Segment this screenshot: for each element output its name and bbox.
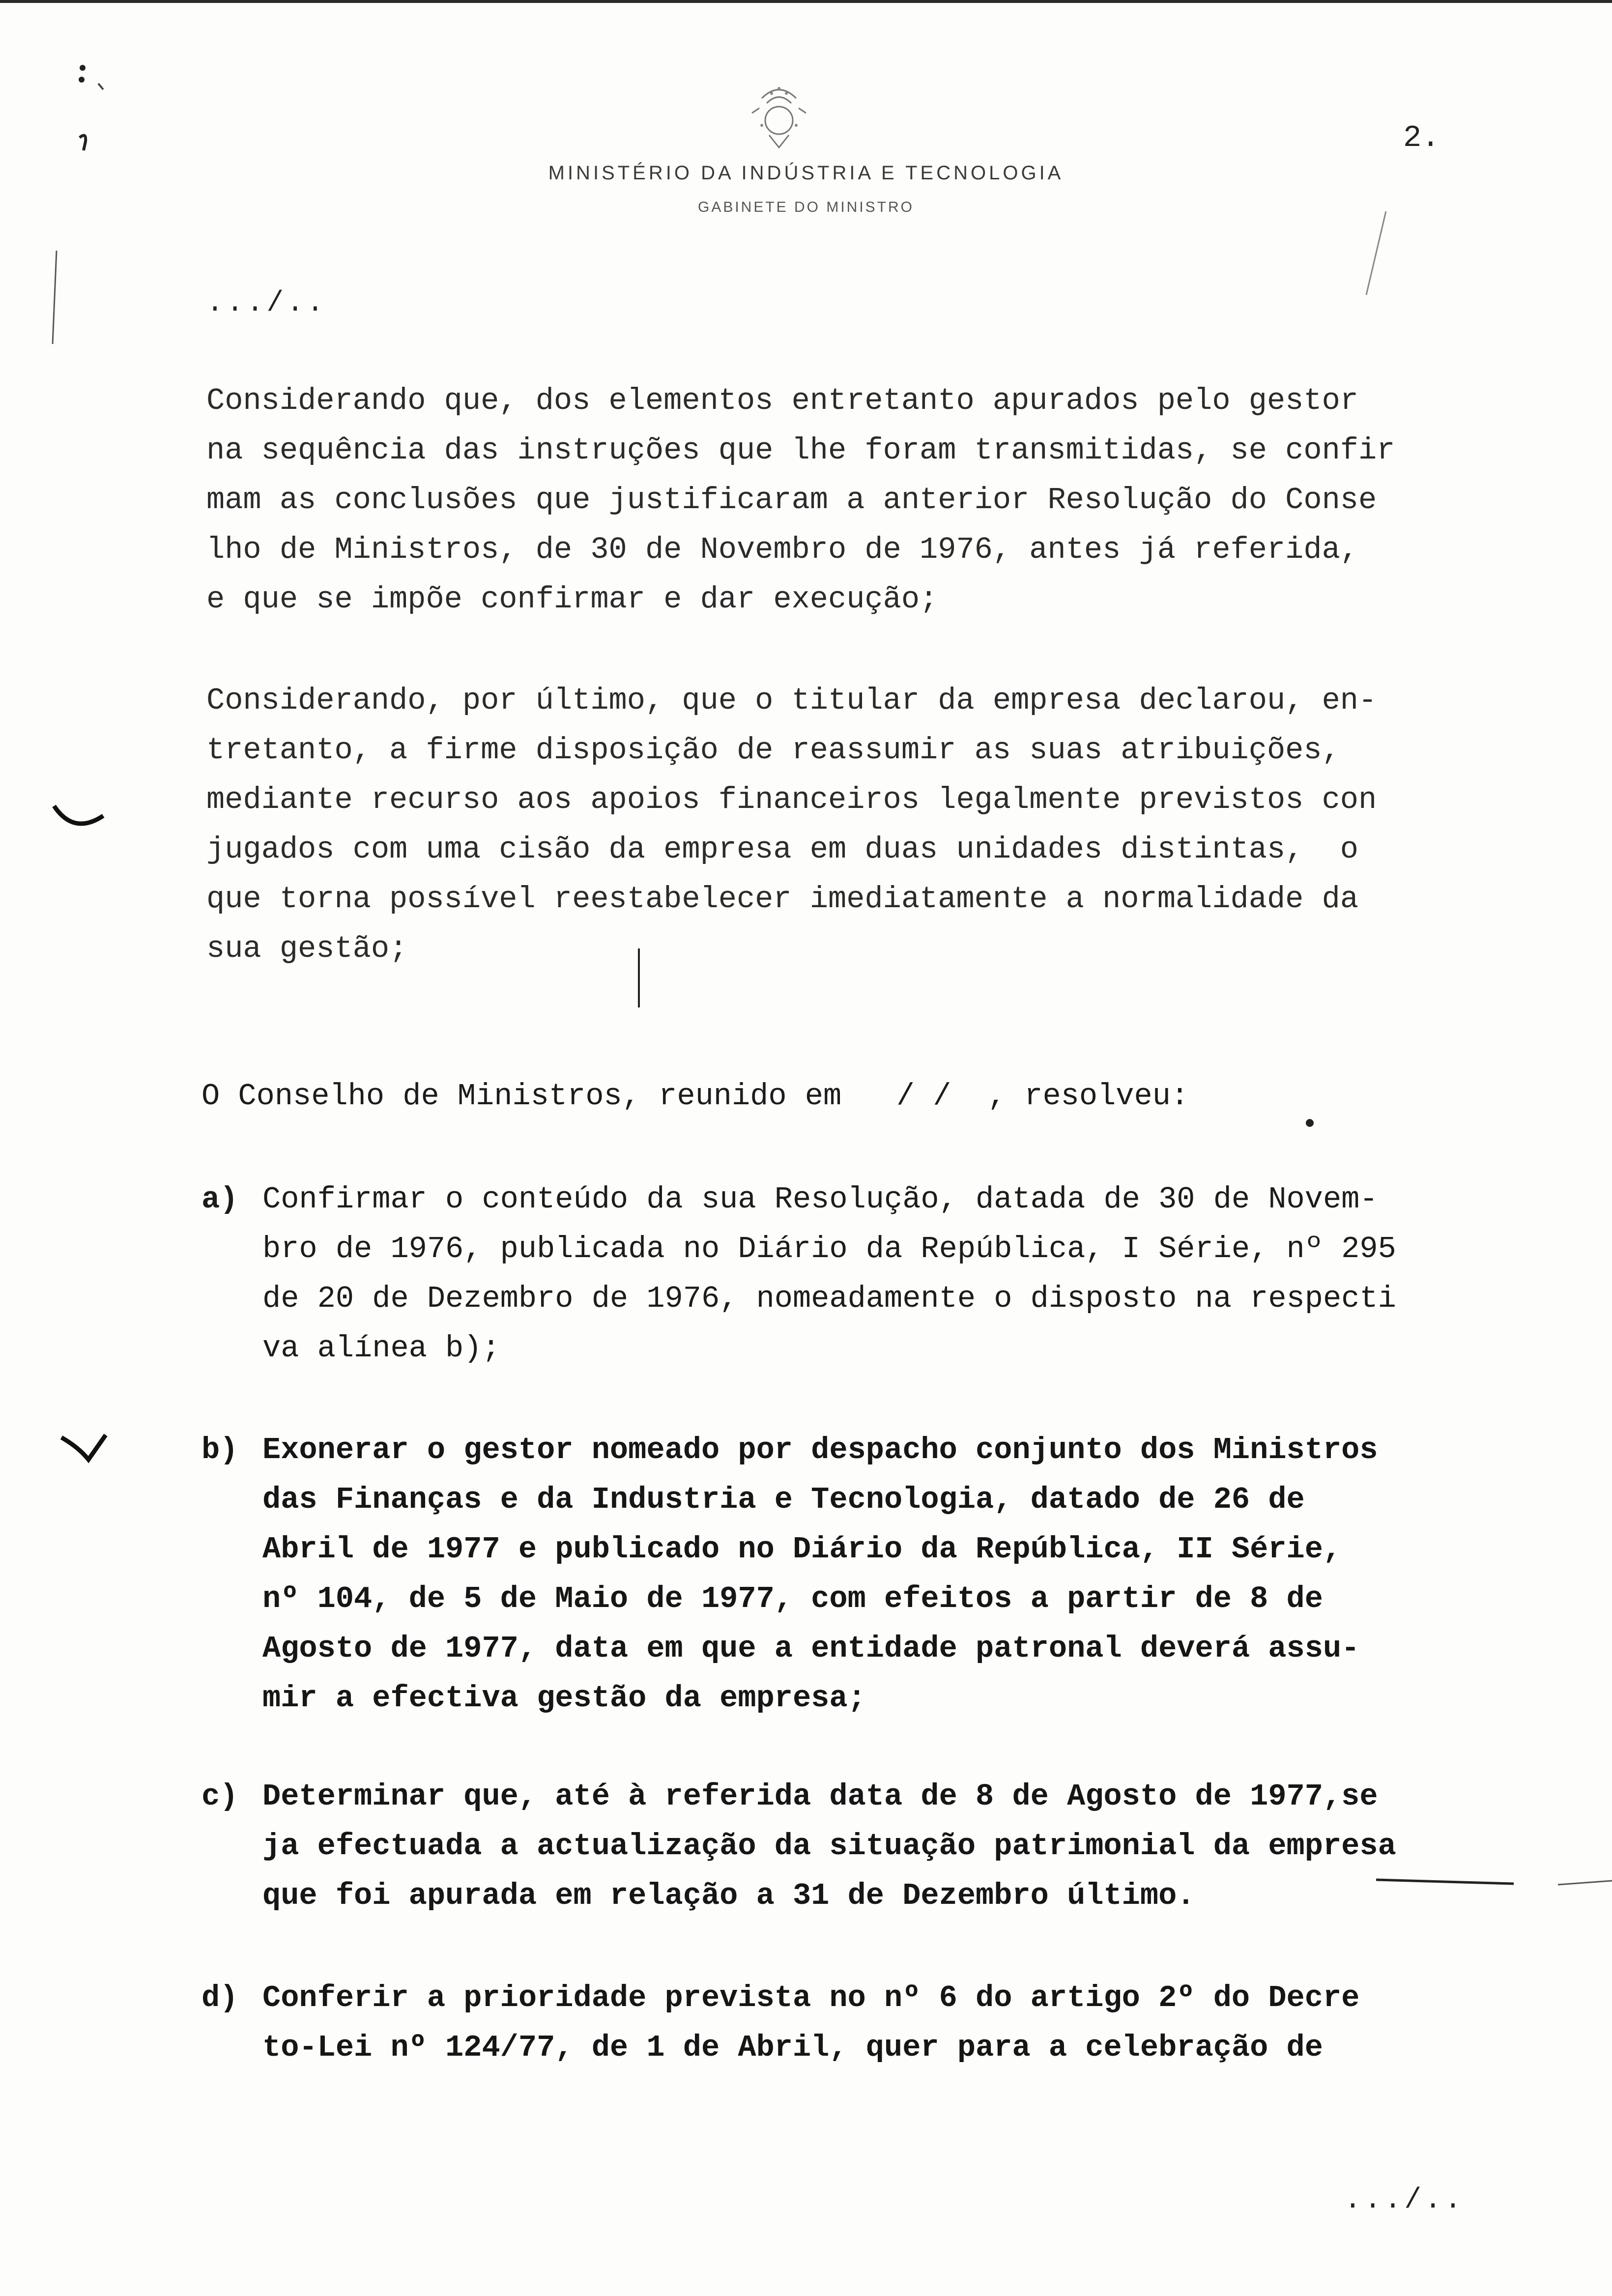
coat-of-arms-emblem [732, 79, 826, 152]
text-line: na sequência das instruções que lhe foram transmitidas, se confir [206, 433, 1395, 468]
text-line: e que se impõe confirmar e dar execução; [206, 582, 938, 617]
item-marker: c) [202, 1779, 238, 1814]
paragraph-considering-2 [206, 676, 1504, 974]
item-marker: b) [202, 1433, 238, 1467]
text-line: de 20 de Dezembro de 1976, nomeadamente o disposto na respecti [262, 1281, 1396, 1316]
resolution-intro: O Conselho de Ministros, reunido em / / , resolveu: [202, 1079, 1189, 1114]
text-line: Agosto de 1977, data em que a entidade patronal deverá assu- [262, 1631, 1360, 1666]
text-line: bro de 1976, publicada no Diário da República, I Série, nº 295 [262, 1232, 1396, 1266]
margin-stroke [47, 251, 66, 349]
text-line: mir a efectiva gestão da empresa; [262, 1681, 866, 1716]
continuation-mark-top: .../.. [206, 287, 327, 319]
text-line: ja efectuada a actualização da situação patrimonial da empresa [262, 1829, 1396, 1864]
right-margin-stroke [1356, 206, 1396, 305]
text-line: Exonerar o gestor nomeado por despacho conjunto dos Ministros [262, 1433, 1378, 1467]
text-line: das Finanças e da Industria e Tecnologia, datado de 26 de [262, 1482, 1305, 1517]
handwritten-check-mark [49, 801, 108, 840]
cabinet-name: GABINETE DO MINISTRO [697, 199, 915, 215]
item-marker: d) [202, 1980, 238, 2015]
text-line: Abril de 1977 e publicado no Diário da República, II Série, [262, 1532, 1342, 1567]
text-line: que foi apurada em relação a 31 de Dezembro último. [262, 1878, 1195, 1913]
ink-dot [1302, 1116, 1317, 1130]
text-line: que torna possível reestabelecer imediatamente a normalidade da [206, 882, 1358, 917]
text-line: sua gestão; [206, 931, 408, 966]
top-border-line [0, 0, 1612, 3]
text-line: Conferir a prioridade prevista no nº 6 do artigo 2º do Decre [262, 1980, 1360, 2015]
text-line: Confirmar o conteúdo da sua Resolução, datada de 30 de Novem- [262, 1182, 1378, 1217]
margin-punch-marks [69, 59, 128, 157]
text-line: mediante recurso aos apoios financeiros legalmente previstos con [206, 782, 1377, 817]
ministry-name: MINISTÉRIO DA INDÚSTRIA E TECNOLOGIA [548, 162, 1064, 184]
page-number: 2. [1403, 120, 1440, 155]
text-line: Considerando que, dos elementos entretanto apurados pelo gestor [206, 383, 1358, 418]
text-line: jugados com uma cisão da empresa em duas unidades distintas, o [206, 832, 1358, 867]
text-line: to-Lei nº 124/77, de 1 de Abril, quer para a celebração de [262, 2030, 1323, 2065]
underline-stroke [1376, 1870, 1612, 1894]
text-line: lho de Ministros, de 30 de Novembro de 1976, antes já referida, [206, 532, 1358, 567]
text-line: Determinar que, até à referida data de 8 de Agosto de 1977,se [262, 1779, 1378, 1814]
text-line: nº 104, de 5 de Maio de 1977, com efeitos a partir de 8 de [262, 1581, 1323, 1616]
text-line: Considerando, por último, que o titular da empresa declarou, en- [206, 683, 1377, 718]
vertical-pen-stroke [634, 948, 644, 1007]
text-line: va alínea b); [262, 1331, 500, 1366]
text-line: mam as conclusões que justificaram a anterior Resolução do Conse [206, 483, 1377, 517]
item-marker: a) [202, 1182, 238, 1217]
handwritten-tick-mark [59, 1430, 113, 1469]
paragraph-considering-1 [206, 376, 1504, 624]
text-line: tretanto, a firme disposição de reassumir as suas atribuições, [206, 733, 1340, 768]
continuation-mark-bottom: .../.. [1344, 2184, 1465, 2216]
